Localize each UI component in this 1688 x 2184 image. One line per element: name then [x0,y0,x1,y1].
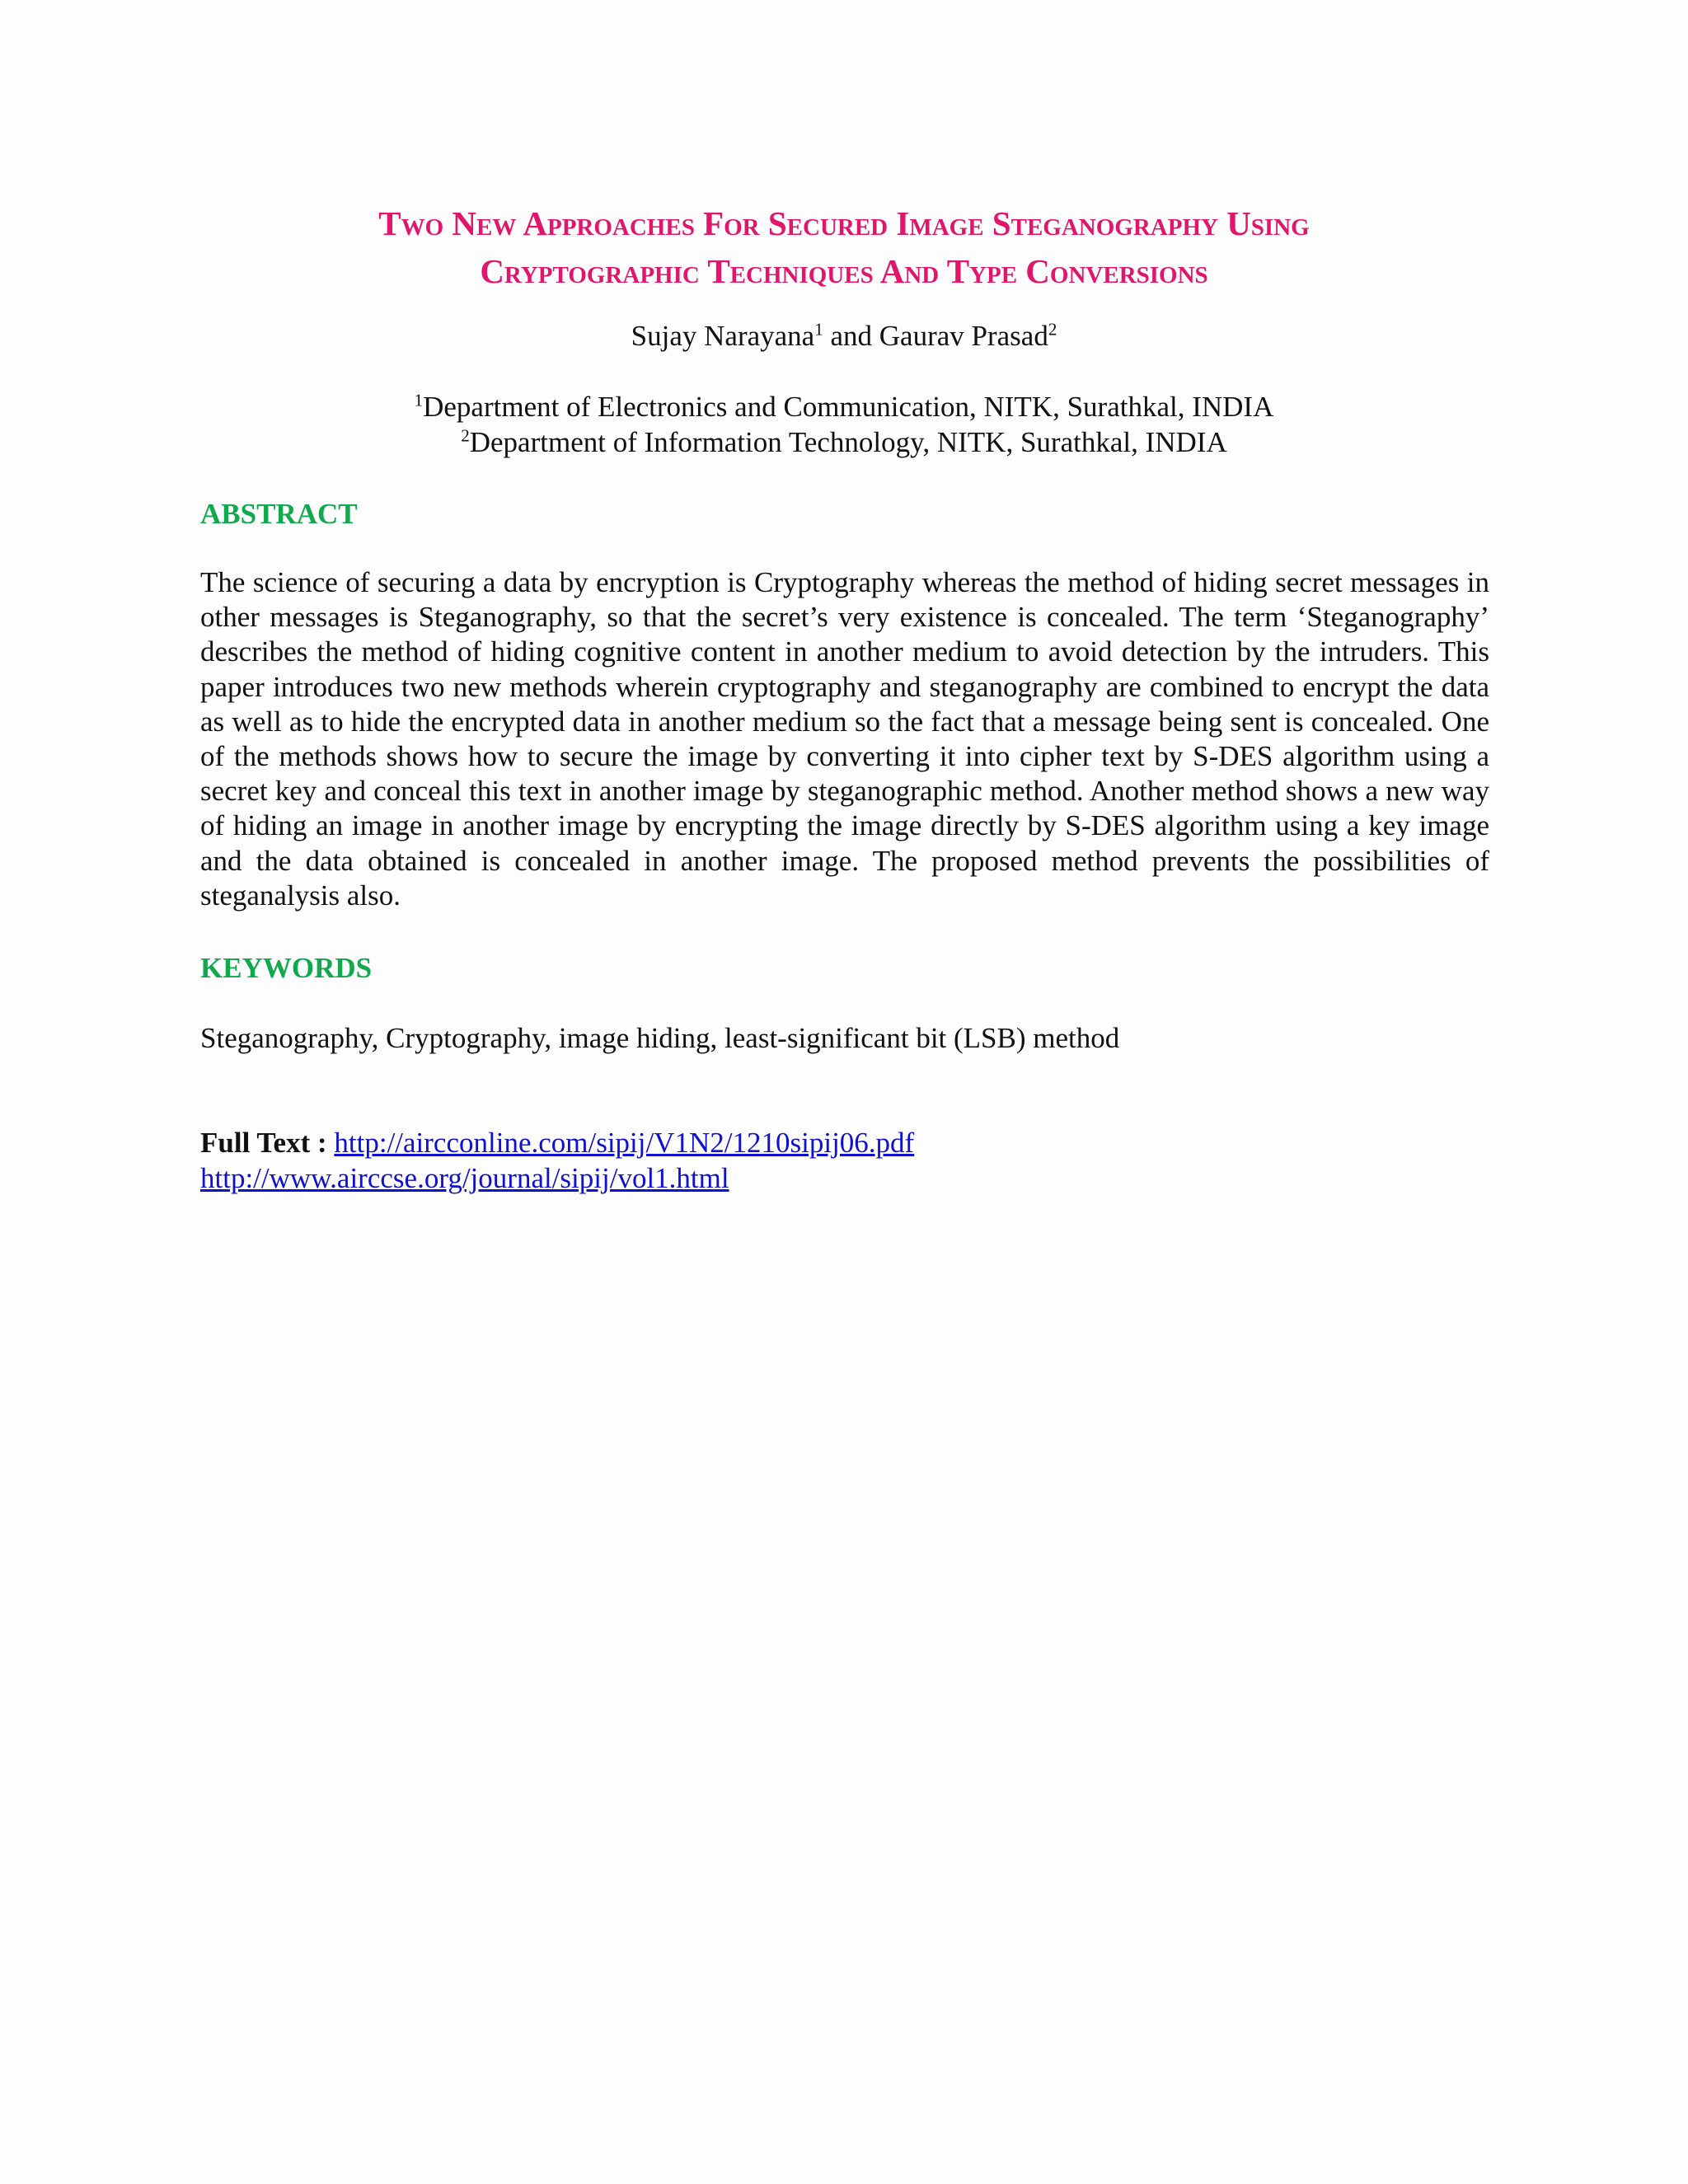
affiliations [165,389,1523,460]
title-line-1: Two New Approaches For Secured Image Steganography Using [378,204,1310,242]
full-text-line-1 [200,1125,1489,1160]
author-1-affiliation-mark: 1 [814,319,823,340]
full-text-links [200,1125,1489,1196]
full-text-pdf-link[interactable]: http://aircconline.com/sipij/V1N2/1210sipij06.pdf [334,1127,915,1159]
paper-title [165,199,1523,295]
title-line-2: Cryptographic Techniques And Type Conversions [480,252,1208,290]
affiliation-2 [165,424,1523,460]
affiliation-1-mark: 1 [414,390,424,410]
affiliation-1-text: Department of Electronics and Communication, NITK, Surathkal, INDIA [423,391,1274,423]
affiliation-1 [165,389,1523,424]
journal-volume-link[interactable]: http://www.airccse.org/journal/sipij/vol1.html [200,1162,729,1194]
authors-line [165,316,1523,356]
author-2: Gaurav Prasad [879,320,1048,352]
keywords-body: Steganography, Cryptography, image hiding, least-significant bit (LSB) method [200,1022,1120,1054]
abstract-body: The science of securing a data by encryption is Cryptography whereas the method of hiding secret messages in other messages is Steganography, so that the secret’s very existence is concealed. The term ‘Steganography’ describes the method of hiding cognitive content in another medium to avoid detection by the intruders. This paper introduces two new methods wherein cryptography and steganography are combined to encrypt the data as well as to hide the encrypted data in another medium so the fact that a message being sent is concealed. One of the methods shows how to secure the image by converting it into cipher text by S-DES algorithm using a secret key and conceal this text in another image by steganographic method. Another method shows a new way of hiding an image in another image by encrypting the image directly by S-DES algorithm using a key image and the data obtained is concealed in another image. The proposed method prevents the possibilities of steganalysis also. [200,566,1489,912]
affiliation-2-mark: 2 [461,425,470,446]
author-connector: and [823,320,879,352]
full-text-line-2 [200,1160,1489,1196]
affiliation-2-text: Department of Information Technology, NITK, Surathkal, INDIA [469,426,1227,458]
keywords-heading: KEYWORDS [200,952,373,984]
full-text-label: Full Text : [200,1127,327,1159]
abstract-heading: ABSTRACT [200,498,358,530]
author-1: Sujay Narayana [631,320,815,352]
author-2-affiliation-mark: 2 [1048,319,1057,340]
